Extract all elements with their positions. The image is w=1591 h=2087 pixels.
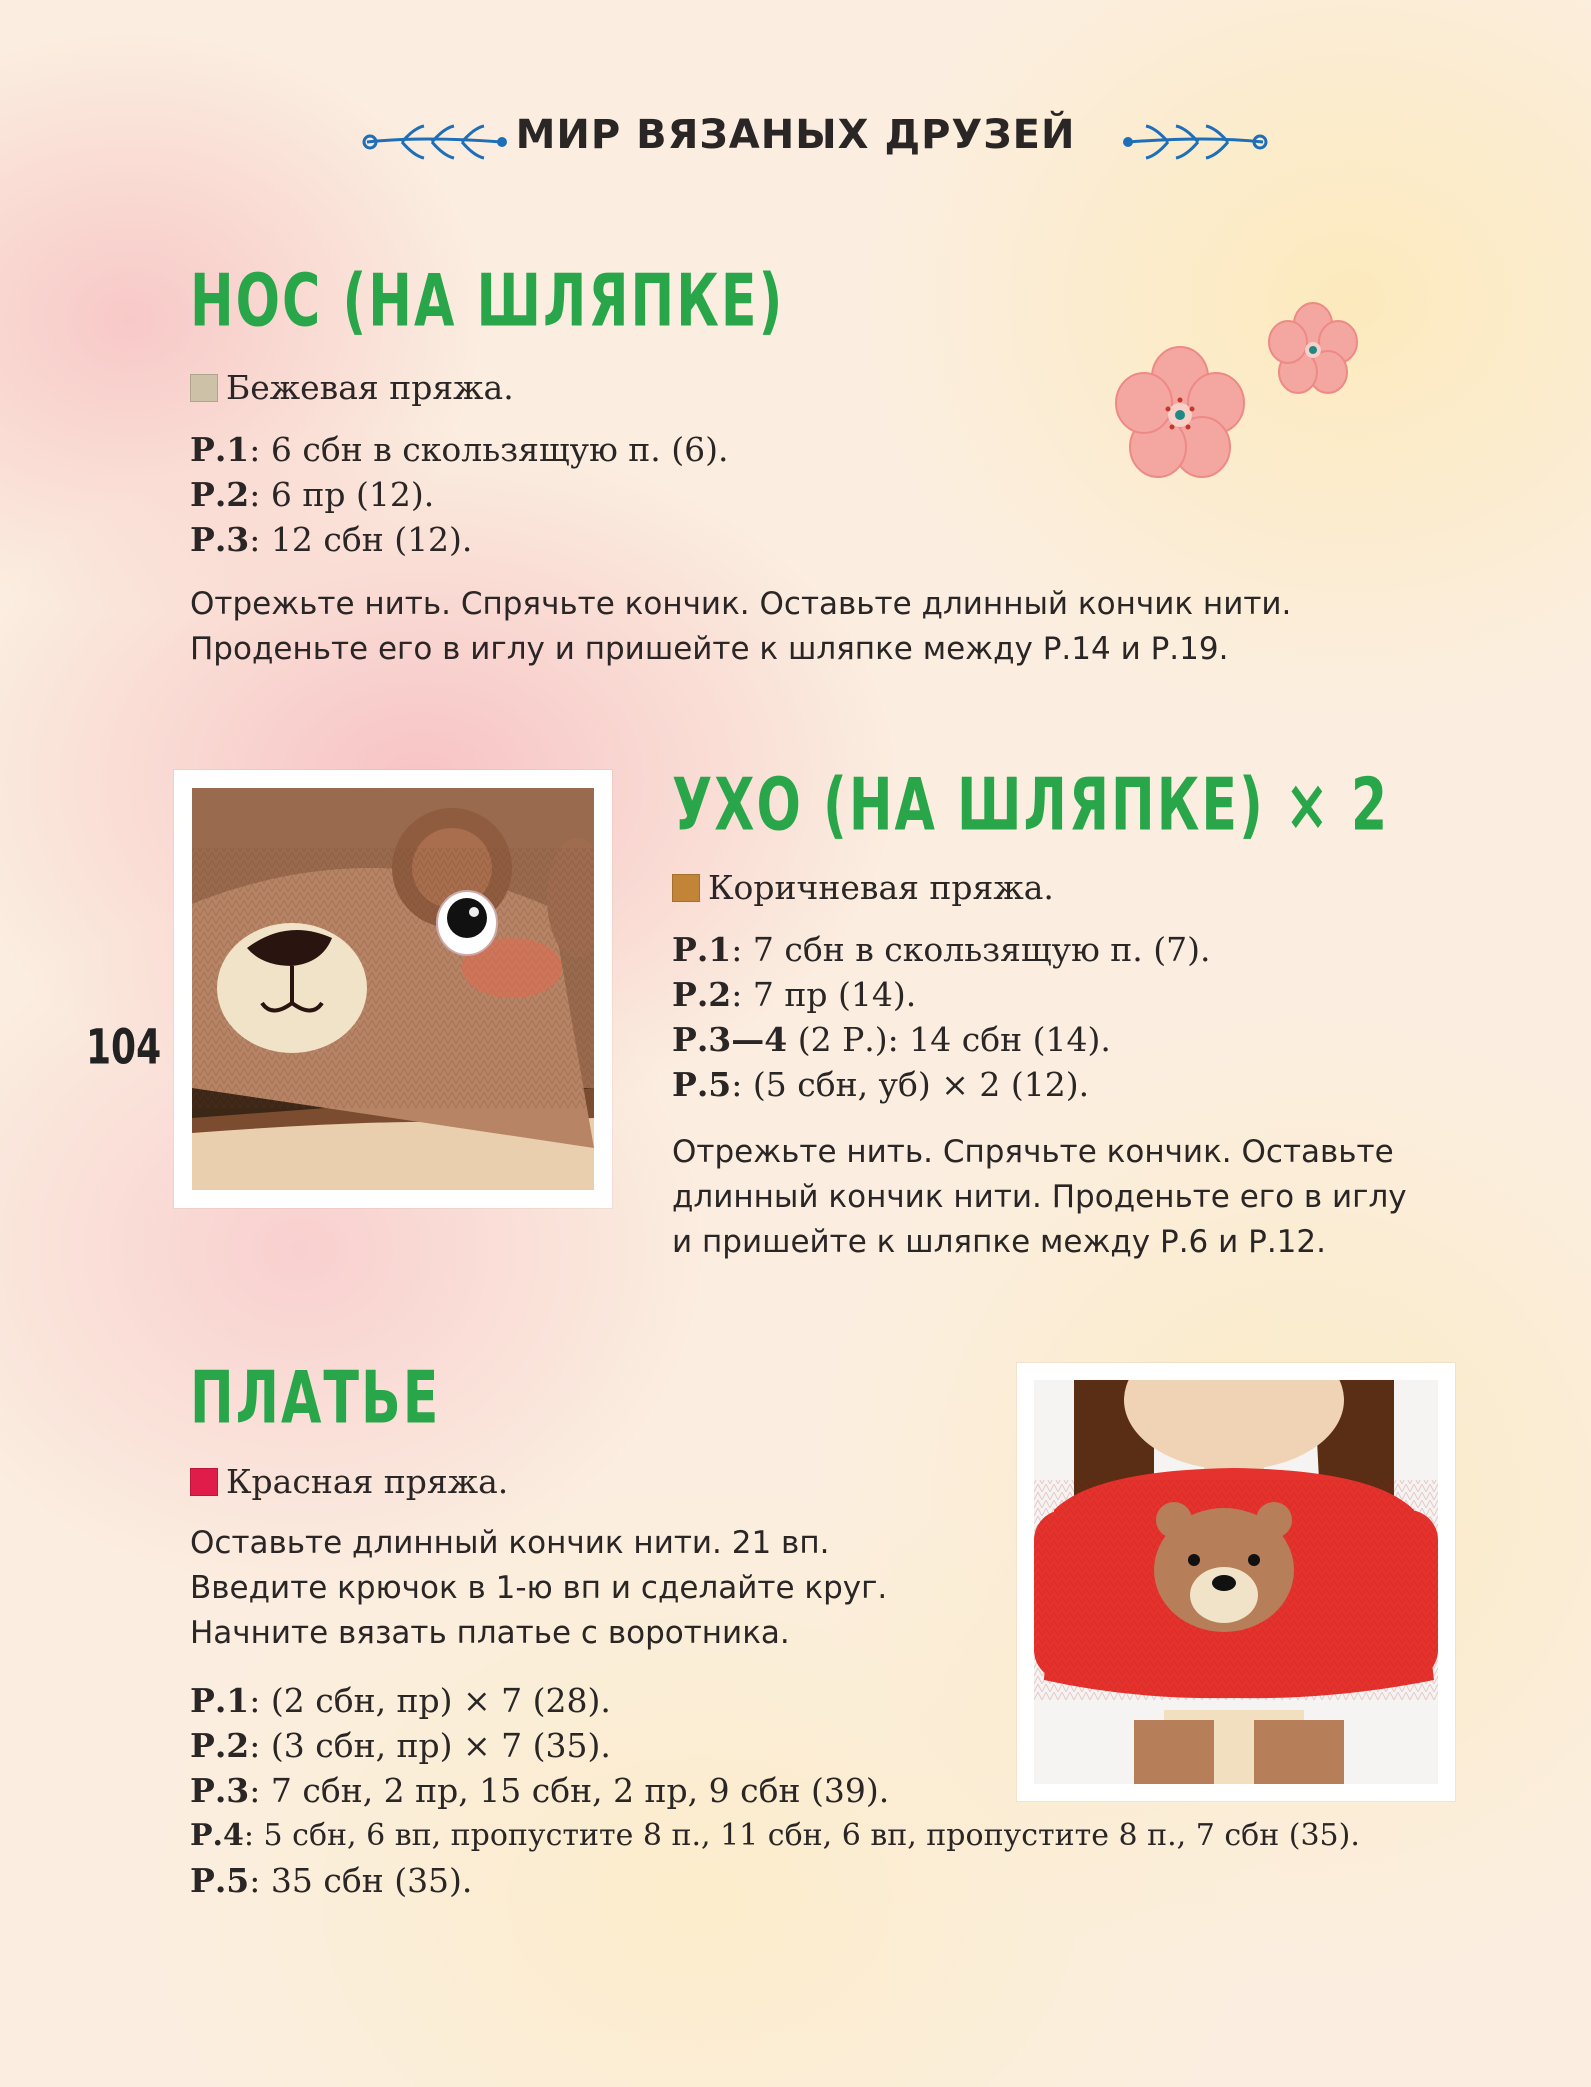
- dress-intro-line: Введите крючок в 1-ю вп и сделайте круг.: [190, 1570, 888, 1606]
- ear-yarn-label: [672, 868, 1054, 907]
- hat-ear-photo-frame: [174, 770, 612, 1208]
- red-yarn-swatch: [190, 1468, 218, 1496]
- nose-instructions: [190, 582, 1291, 672]
- nose-row-2: Р.2: 6 пр (12).: [190, 475, 435, 514]
- nose-section-title: НОС (НА ШЛЯПКЕ): [190, 258, 785, 343]
- dress-photo-frame: [1017, 1363, 1455, 1801]
- ear-section-title: УХО (НА ШЛЯПКЕ) × 2: [672, 762, 1390, 847]
- brown-yarn-swatch: [672, 874, 700, 902]
- dress-section-title: ПЛАТЬЕ: [190, 1355, 441, 1440]
- flowers-decoration: [1100, 290, 1380, 510]
- doll-photo: [1034, 1380, 1438, 1784]
- dress-intro-line: Оставьте длинный кончик нити. 21 вп.: [190, 1525, 830, 1561]
- ear-row-3-4: Р.3—4 (2 Р.): 14 сбн (14).: [672, 1020, 1111, 1059]
- nose-instruction-line: Отрежьте нить. Спрячьте кончик. Оставьте длинный кончик нити.: [190, 586, 1292, 622]
- dress-intro-line: Начните вязать платье с воротника.: [190, 1615, 790, 1651]
- beige-yarn-swatch: [190, 374, 218, 402]
- ear-row-5: Р.5: (5 сбн, уб) × 2 (12).: [672, 1065, 1090, 1104]
- ear-instructions: [672, 1130, 1407, 1265]
- nose-row-3: Р.3: 12 сбн (12).: [190, 520, 473, 559]
- ear-row-1: Р.1: 7 сбн в скользящую п. (7).: [672, 930, 1211, 969]
- hat-photo: [192, 788, 594, 1190]
- nose-rows: [190, 427, 729, 562]
- dress-intro: [190, 1521, 887, 1656]
- ear-rows: [672, 927, 1211, 1107]
- ear-row-2: Р.2: 7 пр (14).: [672, 975, 917, 1014]
- dress-yarn-text: Красная пряжа.: [226, 1462, 509, 1501]
- nose-row-1: Р.1: 6 сбн в скользящую п. (6).: [190, 430, 729, 469]
- dress-row-1: Р.1: (2 сбн, пр) × 7 (28).: [190, 1681, 611, 1720]
- ear-yarn-text: Коричневая пряжа.: [708, 868, 1054, 907]
- ear-instruction-line: Отрежьте нить. Спрячьте кончик. Оставьте: [672, 1134, 1394, 1170]
- right-vine-ornament: [1118, 122, 1268, 162]
- ear-instruction-line: длинный кончик нити. Проденьте его в иглу: [672, 1179, 1407, 1215]
- dress-row-5: Р.5: 35 сбн (35).: [190, 1861, 473, 1900]
- dress-row-2: Р.2: (3 сбн, пр) × 7 (35).: [190, 1726, 611, 1765]
- nose-instruction-line: Проденьте его в иглу и пришейте к шляпке между Р.14 и Р.19.: [190, 631, 1229, 667]
- dress-row-4: Р.4: 5 сбн, 6 вп, пропустите 8 п., 11 сбн, 6 вп, пропустите 8 п., 7 сбн (35).: [190, 1818, 1360, 1853]
- page-header-title: МИР ВЯЗАНЫХ ДРУЗЕЙ: [515, 112, 1076, 158]
- nose-yarn-label: [190, 368, 514, 407]
- dress-yarn-label: [190, 1462, 508, 1501]
- nose-yarn-text: Бежевая пряжа.: [226, 368, 514, 407]
- dress-row-3: Р.3: 7 сбн, 2 пр, 15 сбн, 2 пр, 9 сбн (39).: [190, 1771, 890, 1810]
- page-number: 104: [86, 1020, 162, 1076]
- ear-instruction-line: и пришейте к шляпке между Р.6 и Р.12.: [672, 1224, 1326, 1260]
